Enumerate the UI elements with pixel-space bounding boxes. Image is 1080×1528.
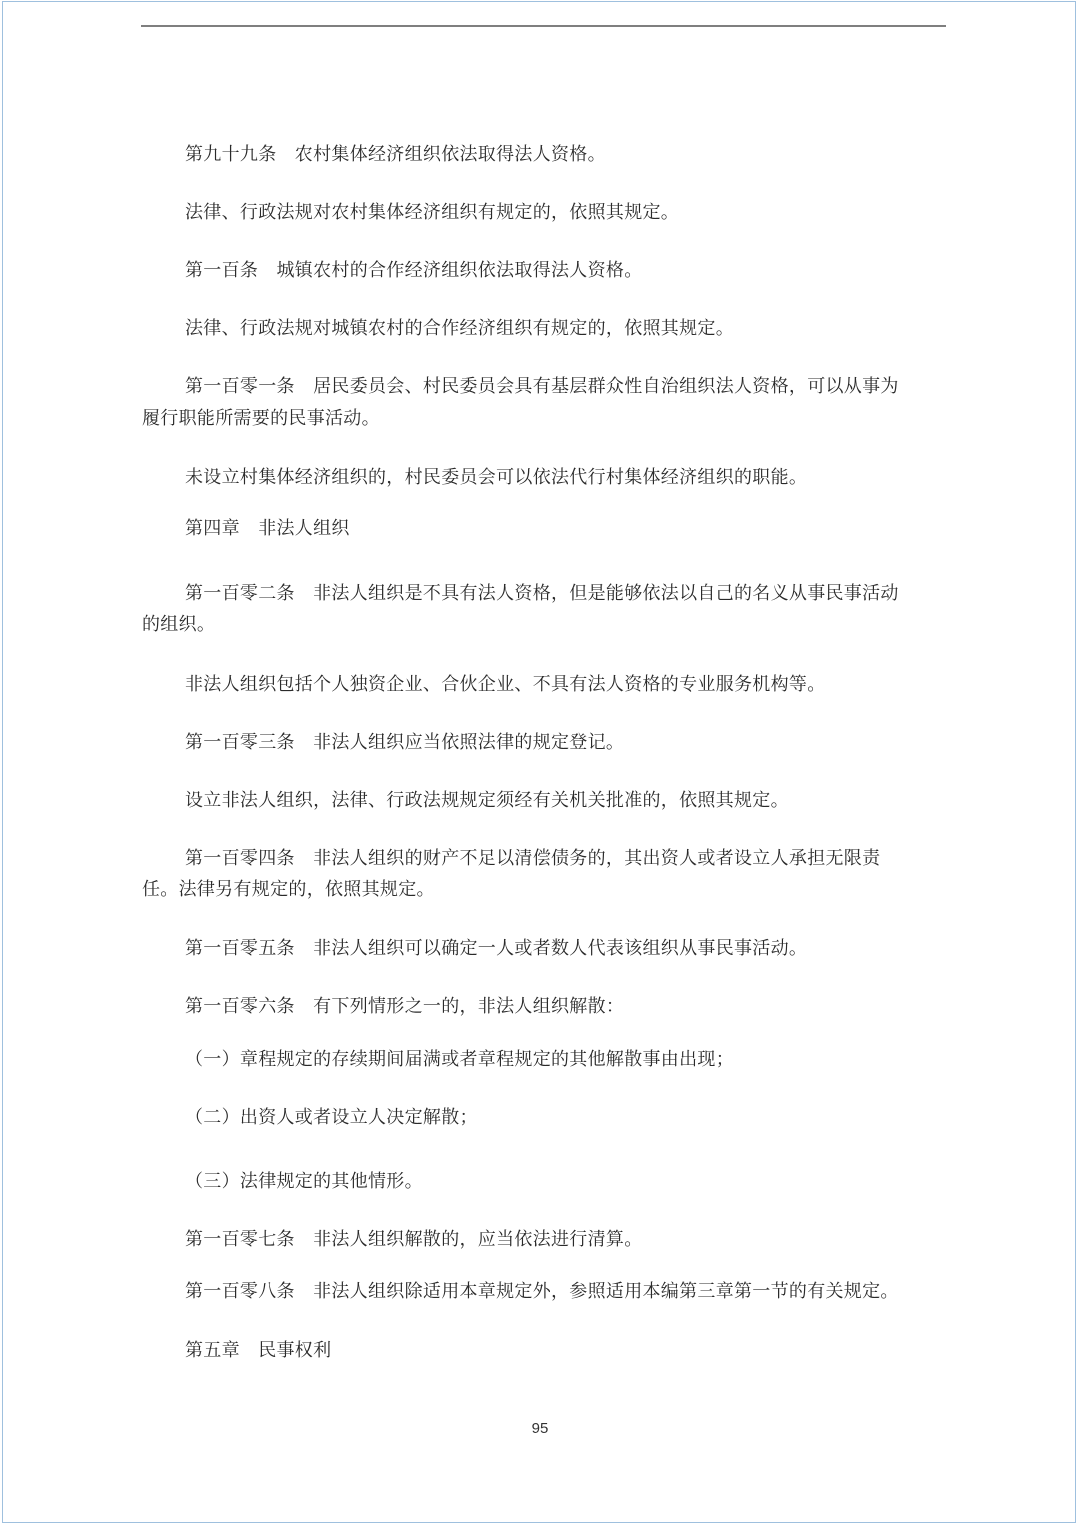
article-108-line: 第一百零八条 非法人组织除适用本章规定外，参照适用本编第三章第一节的有关规定。 xyxy=(185,1281,899,1302)
article-105-line: 第一百零五条 非法人组织可以确定一人或者数人代表该组织从事民事活动。 xyxy=(185,938,808,959)
chapter-5-heading: 第五章 民事权利 xyxy=(185,1340,332,1361)
document-page xyxy=(2,1,1076,1523)
article-106-item-1: （一）章程规定的存续期间届满或者章程规定的其他解散事由出现； xyxy=(185,1049,734,1070)
article-106-item-3: （三）法律规定的其他情形。 xyxy=(185,1171,423,1192)
page-number: 95 xyxy=(531,1420,549,1437)
article-101-para-2: 未设立村集体经济组织的，村民委员会可以依法代行村集体经济组织的职能。 xyxy=(185,467,808,488)
article-106-item-2: （二）出资人或者设立人决定解散； xyxy=(185,1107,478,1128)
article-104-line-1: 第一百零四条 非法人组织的财产不足以清偿债务的，其出资人或者设立人承担无限责 xyxy=(185,848,881,869)
article-103-para-2: 设立非法人组织，法律、行政法规规定须经有关机关批准的，依照其规定。 xyxy=(185,790,789,811)
article-103-line: 第一百零三条 非法人组织应当依照法律的规定登记。 xyxy=(185,732,625,753)
article-106-line: 第一百零六条 有下列情形之一的，非法人组织解散： xyxy=(185,996,625,1017)
article-107-line: 第一百零七条 非法人组织解散的，应当依法进行清算。 xyxy=(185,1229,643,1250)
article-104-line-2: 任。法律另有规定的，依照其规定。 xyxy=(142,879,435,900)
article-102-para-2: 非法人组织包括个人独资企业、合伙企业、不具有法人资格的专业服务机构等。 xyxy=(185,674,826,695)
article-102-line-2: 的组织。 xyxy=(142,614,216,635)
header-rule xyxy=(141,25,946,27)
article-101-line-1: 第一百零一条 居民委员会、村民委员会具有基层群众性自治组织法人资格，可以从事为 xyxy=(185,376,899,397)
article-100-line: 第一百条 城镇农村的合作经济组织依法取得法人资格。 xyxy=(185,260,643,281)
article-99-line: 第九十九条 农村集体经济组织依法取得法人资格。 xyxy=(185,144,606,165)
article-102-line-1: 第一百零二条 非法人组织是不具有法人资格，但是能够依法以自己的名义从事民事活动 xyxy=(185,583,899,604)
article-101-line-2: 履行职能所需要的民事活动。 xyxy=(142,408,380,429)
article-99-para-2: 法律、行政法规对农村集体经济组织有规定的，依照其规定。 xyxy=(185,202,680,223)
article-100-para-2: 法律、行政法规对城镇农村的合作经济组织有规定的，依照其规定。 xyxy=(185,318,734,339)
chapter-4-heading: 第四章 非法人组织 xyxy=(185,518,350,539)
